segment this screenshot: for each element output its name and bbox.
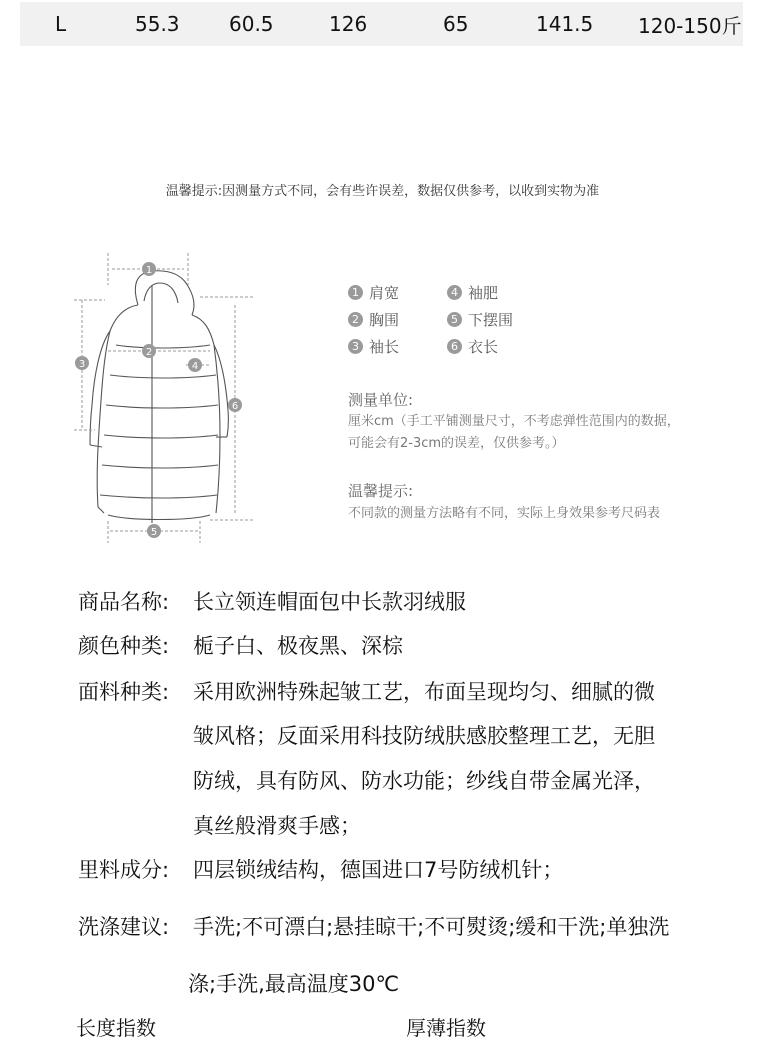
legend-item-sleeve-length [348, 336, 399, 357]
legend-number: 4 [447, 285, 462, 300]
legend-number: 6 [447, 339, 462, 354]
legend-label: 肩宽 [369, 284, 400, 302]
thickness-index-label: 厚薄指数 [406, 1016, 486, 1040]
marker-6-label: 6 [231, 401, 239, 412]
legend-number: 5 [447, 312, 462, 327]
marker-1-label: 1 [145, 265, 153, 276]
size-cell: 60.5 [229, 12, 274, 36]
legend-label: 下摆围 [468, 311, 514, 329]
size-cell: 120-150斤 [638, 13, 742, 38]
measure-unit-title: 测量单位: [348, 391, 414, 409]
lining-label: 里料成分: [78, 858, 170, 882]
legend-item-sleeve-width [447, 282, 498, 303]
size-cell: L [55, 12, 67, 36]
wash-line: 手洗;不可漂白;悬挂晾干;不可熨烫;缓和干洗;单独洗 [193, 915, 670, 939]
legend-item-length [447, 336, 498, 357]
legend-label: 袖肥 [468, 284, 499, 302]
wash-line: 涤;手洗,最高温度30℃ [188, 972, 400, 996]
measure-unit-line: 厘米cm（手工平铺测量尺寸，不考虑弹性范围内的数据， [348, 414, 680, 429]
color-label: 颜色种类: [78, 634, 170, 658]
measurement-tip: 温馨提示:因测量方式不同，会有些许误差，数据仅供参考，以收到实物为准 [165, 184, 600, 199]
warm-tip-title: 温馨提示: [348, 482, 414, 500]
legend-label: 胸围 [369, 311, 400, 329]
legend-item-chest [348, 309, 399, 330]
legend-item-shoulder [348, 282, 399, 303]
marker-5-label: 5 [150, 527, 158, 538]
legend-label: 袖长 [369, 338, 400, 356]
color-value: 栀子白、极夜黑、深棕 [193, 634, 403, 658]
marker-3-label: 3 [78, 359, 86, 370]
measure-unit-line: 可能会有2-3cm的误差，仅供参考。） [348, 436, 565, 451]
legend-number: 2 [348, 312, 363, 327]
coat-measurement-diagram [60, 245, 270, 550]
legend-item-hem [447, 309, 513, 330]
size-cell: 55.3 [135, 12, 180, 36]
lining-value: 四层锁绒结构，德国进口7号防绒机针； [193, 858, 564, 882]
legend-number: 3 [348, 339, 363, 354]
fabric-line: 采用欧洲特殊起皱工艺，布面呈现均匀、细腻的微 [193, 680, 655, 704]
wash-label: 洗涤建议: [78, 915, 170, 939]
legend-label: 衣长 [468, 338, 499, 356]
size-cell: 126 [329, 12, 368, 36]
legend-number: 1 [348, 285, 363, 300]
product-name-value: 长立领连帽面包中长款羽绒服 [193, 590, 466, 614]
fabric-line: 皱风格；反面采用科技防绒肤感胶整理工艺，无胆 [193, 724, 655, 748]
fabric-line: 防绒，具有防风、防水功能；纱线自带金属光泽， [193, 769, 655, 793]
fabric-label: 面料种类: [78, 680, 170, 704]
product-name-label: 商品名称: [78, 590, 170, 614]
length-index-label: 长度指数 [76, 1016, 156, 1040]
size-cell: 65 [443, 12, 469, 36]
marker-4-label: 4 [191, 361, 199, 372]
size-table-row [20, 2, 743, 46]
marker-2-label: 2 [145, 347, 153, 358]
size-cell: 141.5 [536, 12, 594, 36]
warm-tip-text: 不同款的测量方法略有不同，实际上身效果参考尺码表 [348, 506, 661, 521]
fabric-line: 真丝般滑爽手感； [193, 814, 361, 838]
